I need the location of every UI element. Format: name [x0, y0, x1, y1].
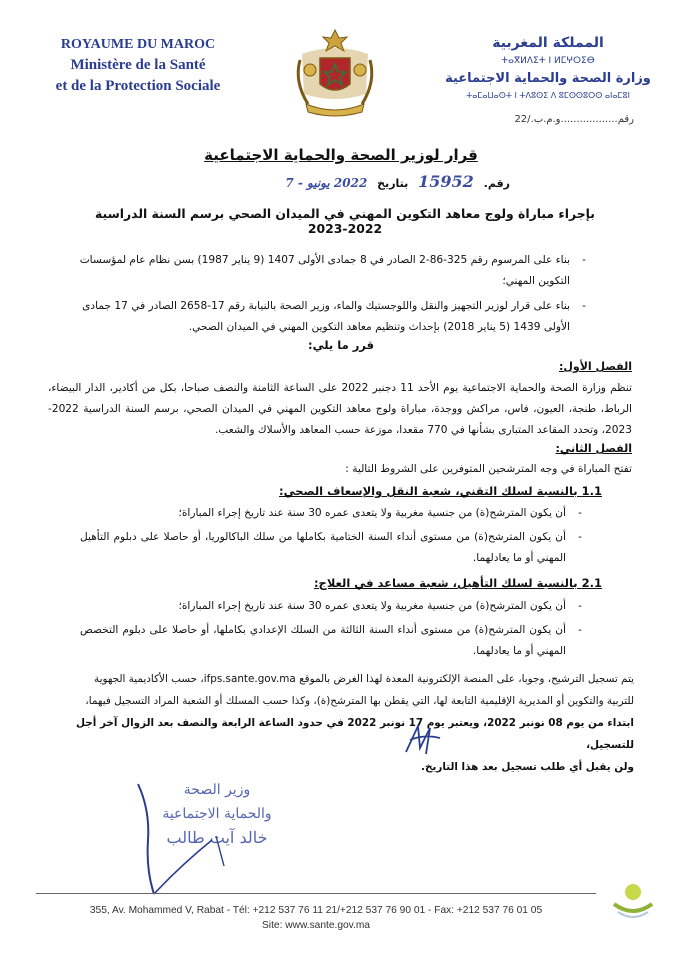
article-2-heading: الفصل الثاني:	[555, 442, 632, 455]
registration-paragraph	[40, 668, 634, 778]
section-2-1-item-2: - أن يكون المترشح(ة) من مستوى أنداء السنة الثالثة من السلك الإعدادي بكاملها، أو حاصلا على دبلوم التخصص المهني أو ما يعادلهما.	[80, 624, 582, 657]
reference-number: رقم..................و.م.ب./22	[514, 114, 634, 125]
registration-line-4: ولن يقبل أي طلب تسجيل بعد هذا التاريخ.	[421, 761, 634, 773]
decision-line	[210, 172, 510, 196]
decides-heading: قرر ما يلي:	[308, 338, 374, 352]
header-fr-line3: et de la Protection Sociale	[55, 78, 221, 94]
header-fr-line2: Ministère de la Santé	[70, 57, 206, 73]
decision-subject: بإجراء مباراة ولوج معاهد التكوين المهني في الميدان الصحي برسم السنة الدراسية 2022-2023	[95, 206, 595, 236]
footer-divider	[36, 893, 596, 894]
header-fr	[18, 34, 258, 97]
registration-line-1: يتم تسجيل الترشيح، وجوبا، على المنصة الإلكترونية المعدة لهذا الغرض بالموقع ifps.sante.gov.ma، حسب الأكاديمية الجهوية	[94, 673, 634, 685]
section-1-1-heading: 1.1 بالنسبة لسلك التقني، شعبة النقل والإسعاف الصحي:	[279, 484, 602, 498]
coat-of-arms-icon	[292, 24, 378, 120]
decision-date: 2022 يونيو - 7	[285, 176, 368, 190]
section-1-1-item-2-text: أن يكون المترشح(ة) من مستوى أنداء السنة الختامية بكاملها من سلك الباكالوريا، أو حاصلا على دبلوم التأهيل المهني أو ما يعادلهما.	[80, 531, 566, 564]
header-ar-line4: ⵜⴰⵎⴰⵡⴰⵙⵜ ⵏ ⵜⴷⵓⵙⵉ ⴷ ⵓⵎⵙⵙⵓⵔⵙ ⴰⵏⴰⵎⵓⵏ	[466, 91, 630, 100]
signature-icon	[120, 770, 280, 910]
registration-line-3: ابتداء من يوم 08 نونبر 2022، ويعتبر يوم 17 نونبر 2022 في حدود الساعة الرابعة والنصف بعد الزوال آخر أجل للتسجيل،	[76, 717, 634, 751]
section-1-1-item-1-text: أن يكون المترشح(ة) من جنسية مغربية ولا يتعدى عمره 30 سنة عند تاريخ إجراء المباراة؛	[178, 507, 566, 519]
section-1-1-item-2: - أن يكون المترشح(ة) من مستوى أنداء السنة الختامية بكاملها من سلك الباكالوريا، أو حاصلا على دبلوم التأهيل المهني أو ما يعادلهما.	[80, 531, 582, 564]
header-ar	[422, 34, 674, 103]
section-2-1-item-1-text: أن يكون المترشح(ة) من جنسية مغربية ولا يتعدى عمره 30 سنة عند تاريخ إجراء المباراة؛	[178, 600, 566, 612]
visa-1-text: بناء على المرسوم رقم 325-86-2 الصادر في 8 جمادى الأولى 1407 (9 يناير 1987) بسن نظام عام لمؤسسات التكوين المهني؛	[79, 254, 570, 287]
header-ar-line1: المملكة المغربية	[492, 35, 604, 51]
ministry-logo-icon	[610, 876, 656, 920]
signature-line-2: والحماية الاجتماعية	[162, 806, 272, 822]
header-ar-line3: وزارة الصحة والحماية الاجتماعية	[445, 71, 651, 86]
decision-date-label: بتاريخ	[377, 177, 409, 190]
visa-2-text: بناء على قرار لوزير التجهيز والنقل واللوجستيك والماء، وزير الصحة بالنيابة رقم 17-2658 الصادر في 17 جمادى الأولى 1439 (5 يناير 2018) بإحداث وتنظيم معاهد التكوين المهني في الميدان الصحي.	[82, 300, 570, 333]
visa-1: - بناء على المرسوم رقم 325-86-2 الصادر في 8 جمادى الأولى 1407 (9 يناير 1987) بسن نظام عام لمؤسسات التكوين المهني؛	[79, 254, 586, 287]
section-2-1-item-2-text: أن يكون المترشح(ة) من مستوى أنداء السنة الثالثة من السلك الإعدادي بكاملها، أو حاصلا على دبلوم التخصص المهني أو ما يعادلهما.	[80, 624, 566, 657]
header-fr-line1: ROYAUME DU MAROC	[60, 37, 216, 52]
section-1-1-item-1: - أن يكون المترشح(ة) من جنسية مغربية ولا يتعدى عمره 30 سنة عند تاريخ إجراء المباراة؛	[178, 507, 582, 519]
decision-number-label: رقم.	[483, 177, 510, 190]
registration-line-2: للتربية والتكوين أو المديرية الإقليمية التابعة لها، التي يقطن بها المترشح(ة)، وكذا حسب المسلك أو الشعبة المراد التسجيل فيهما،	[85, 695, 634, 707]
decision-title: قرار لوزير الصحة والحماية الاجتماعية	[204, 146, 478, 164]
article-1-heading: الفصل الأول:	[558, 360, 632, 373]
article-1-text: تنظم وزارة الصحة والحماية الاجتماعية يوم الأحد 11 دجنبر 2022 على الساعة الثامنة والنصف صباحا، بكل من أكادير، الدار البيضاء، الرباط، طنجة، العيون، فاس، مراكش ووجدة، مباراة ولوج معاهد التكوين المهني في الميدان الصحي، برسم السنة الدراسية 2022-2023، وتحدد المقاعد المتبارى بشأنها في 770 مقعدا، موزعة حسب المعاهد والأسلاك والشعب.	[48, 382, 632, 436]
signature-line-1: وزير الصحة	[183, 782, 251, 798]
signature-line-3: خالد آيت طالب	[166, 828, 268, 847]
visa-2: - بناء على قرار لوزير التجهيز والنقل واللوجستيك والماء، وزير الصحة بالنيابة رقم 17-2658 الصادر في 17 جمادى الأولى 1439 (5 يناير 2018) بإحداث وتنظيم معاهد التكوين المهني في الميدان الصحي.	[82, 300, 586, 333]
footer-address: 355, Av. Mohammed V, Rabat - Tél: +212 537 76 11 21/+212 537 76 90 01 - Fax: +212 537 76 01 05	[89, 905, 543, 916]
initial-mark-icon	[400, 722, 444, 758]
article-2-intro: تفتح المباراة في وجه المترشحين المتوفرين على الشروط التالية :	[345, 463, 632, 475]
decision-number: 15952	[418, 172, 474, 191]
header-ar-line2: ⵜⴰⴳⵍⴷⵉⵜ ⵏ ⵍⵎⵖⵔⵉⴱ	[501, 56, 595, 66]
section-2-1-heading: 2.1 بالنسبة لسلك التأهيل، شعبة مساعد في العلاج:	[313, 576, 602, 590]
footer-site: Site: www.sante.gov.ma	[262, 920, 370, 931]
section-2-1-item-1: - أن يكون المترشح(ة) من جنسية مغربية ولا يتعدى عمره 30 سنة عند تاريخ إجراء المباراة؛	[178, 600, 582, 612]
